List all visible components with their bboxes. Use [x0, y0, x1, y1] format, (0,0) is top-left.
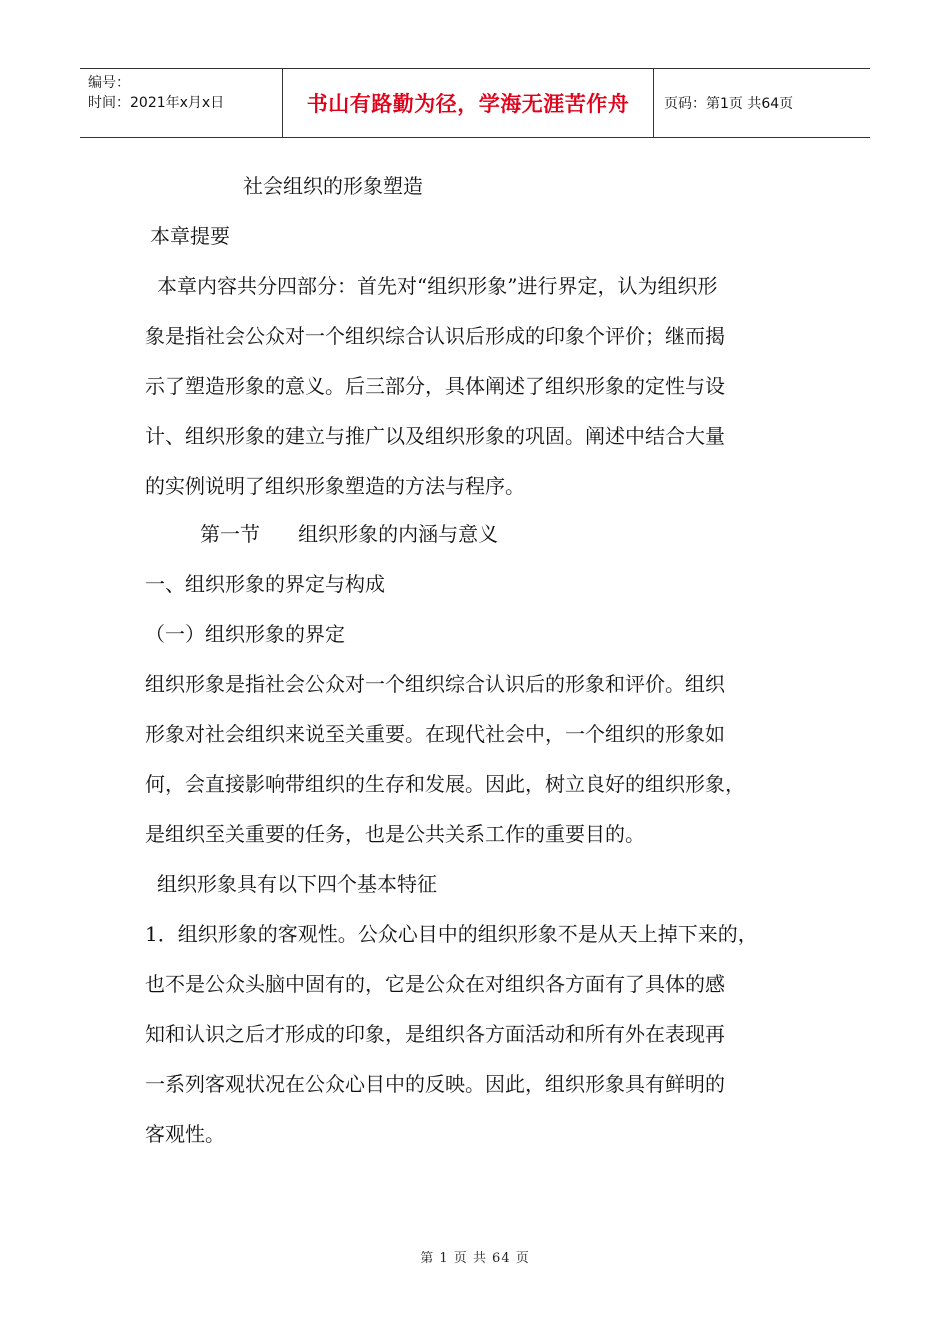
- header-page-info: 页码：第1页 共64页: [664, 96, 794, 112]
- section-heading: 第一节 组织形象的内涵与意义: [200, 522, 499, 546]
- summary-line: 计、组织形象的建立与推广以及组织形象的巩固。阐述中结合大量: [145, 424, 725, 448]
- feature-line: 知和认识之后才形成的印象，是组织各方面活动和所有外在表现再: [145, 1022, 725, 1046]
- page-footer: 第 1 页 共 64 页: [420, 1251, 530, 1266]
- header-motto-cell: [282, 69, 654, 137]
- definition-line: 形象对社会组织来说至关重要。在现代社会中，一个组织的形象如: [145, 722, 725, 746]
- summary-line: 象是指社会公众对一个组织综合认识后形成的印象个评价；继而揭: [145, 324, 725, 348]
- document-time-label: 时间：2021年x月x日: [88, 95, 225, 111]
- definition-line: 何，会直接影响带组织的生存和发展。因此，树立良好的组织形象，: [145, 772, 745, 796]
- feature-line: 一系列客观状况在公众心目中的反映。因此，组织形象具有鲜明的: [145, 1072, 725, 1096]
- definition-line: 是组织至关重要的任务，也是公共关系工作的重要目的。: [145, 822, 645, 846]
- definition-line: 组织形象是指社会公众对一个组织综合认识后的形象和评价。组织: [145, 672, 725, 696]
- header-meta: [80, 69, 282, 137]
- summary-line: 的实例说明了组织形象塑造的方法与程序。: [145, 474, 525, 498]
- feature-line: 客观性。: [145, 1122, 225, 1146]
- features-intro: 组织形象具有以下四个基本特征: [157, 872, 437, 896]
- document-title: 社会组织的形象塑造: [243, 174, 423, 198]
- summary-line: 本章内容共分四部分：首先对“组织形象”进行界定，认为组织形: [157, 274, 718, 298]
- subsection-heading: 一、组织形象的界定与构成: [145, 572, 385, 596]
- document-number-label: 编号：: [88, 75, 130, 91]
- summary-line: 示了塑造形象的意义。后三部分，具体阐述了组织形象的定性与设: [145, 374, 725, 398]
- feature-line: 1．组织形象的客观性。公众心目中的组织形象不是从天上掉下来的，: [145, 922, 758, 946]
- summary-heading: 本章提要: [150, 224, 230, 248]
- header-table: [80, 68, 870, 138]
- subsection-subheading: （一）组织形象的界定: [145, 622, 345, 646]
- header-motto: 书山有路勤为径，学海无涯苦作舟: [306, 92, 630, 116]
- feature-line: 也不是公众头脑中固有的，它是公众在对组织各方面有了具体的感: [145, 972, 725, 996]
